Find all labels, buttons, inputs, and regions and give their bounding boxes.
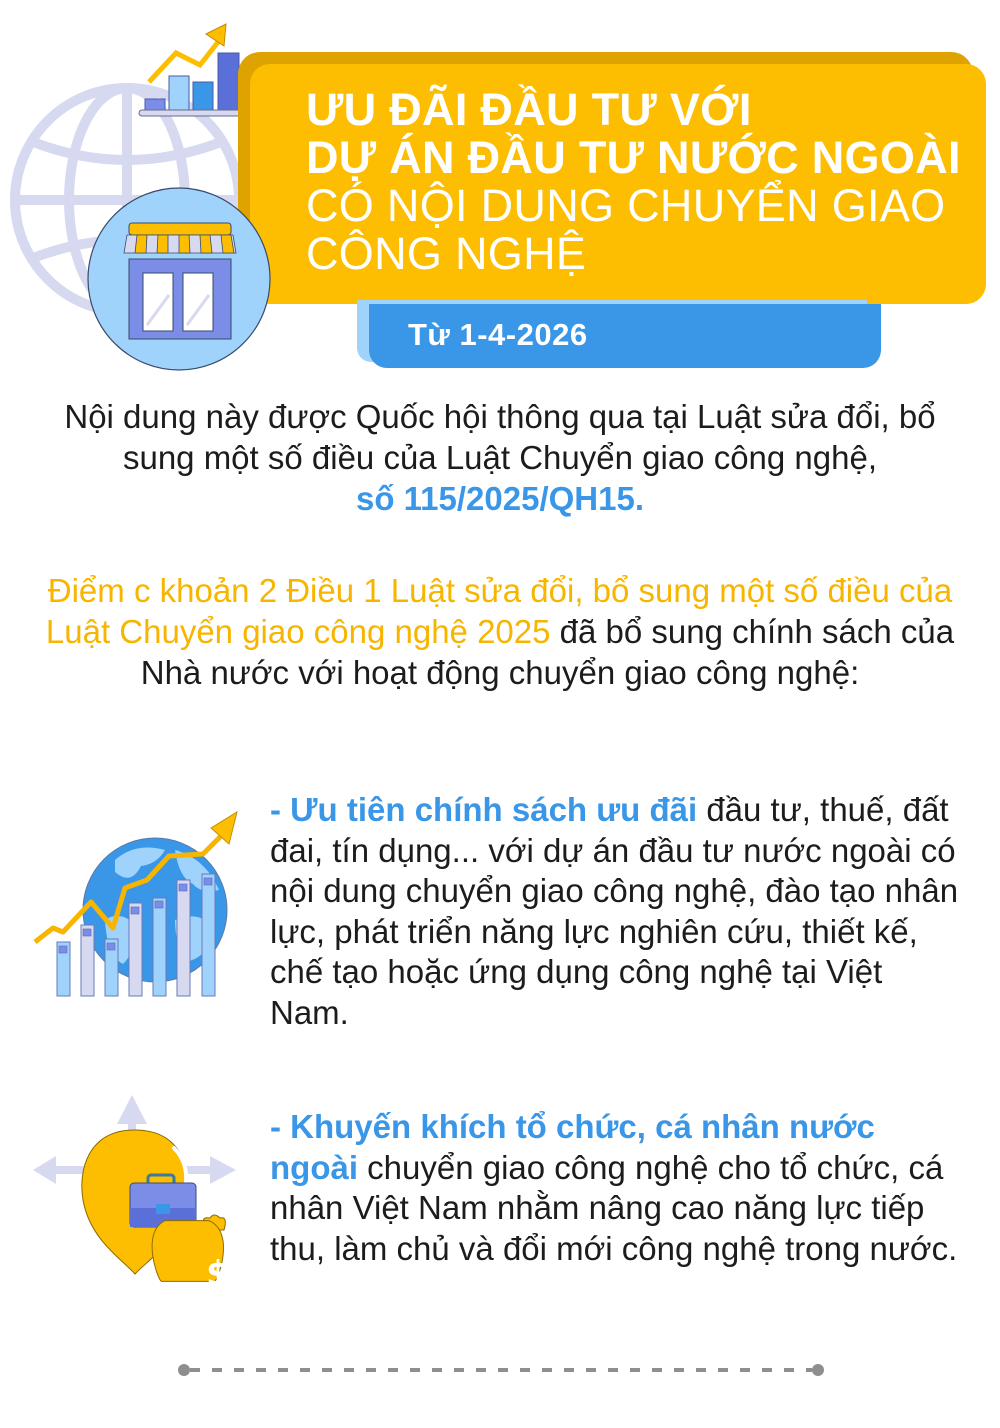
effective-date: Từ 1-4-2026 bbox=[408, 317, 588, 352]
policy-item-2 bbox=[270, 1107, 970, 1269]
title-line-2: DỰ ÁN ĐẦU TƯ NƯỚC NGOÀI bbox=[306, 132, 961, 183]
svg-text:$: $ bbox=[206, 1254, 230, 1294]
law-number: số 115/2025/QH15. bbox=[355, 480, 645, 517]
intro-paragraph bbox=[30, 396, 970, 519]
storefront-icon bbox=[85, 185, 273, 373]
title-line-3: CÓ NỘI DUNG CHUYỂN GIAO bbox=[306, 180, 946, 231]
header bbox=[0, 0, 1000, 380]
page-title bbox=[306, 86, 966, 278]
intro-text: Nội dung này được Quốc hội thông qua tại Luật sửa đổi, bổ sung một số điều của Luật Chuyển giao công nghệ, bbox=[64, 398, 936, 476]
dashed-divider bbox=[176, 1362, 826, 1378]
policy-item-2-text: chuyển giao công nghệ cho tổ chức, cá nhân Việt Nam nhằm nâng cao năng lực tiếp thu, làm chủ và đổi mới công nghệ trong nước. bbox=[270, 1148, 958, 1267]
legal-basis-paragraph bbox=[40, 570, 960, 693]
location-pin-briefcase-money-icon bbox=[28, 1090, 243, 1300]
policy-item-1 bbox=[270, 790, 970, 1033]
policy-item-2-lead: - Khuyến khích tổ chức, cá nhân nước ngoài bbox=[270, 1108, 875, 1186]
title-line-1: ƯU ĐÃI ĐẦU TƯ VỚI bbox=[306, 84, 752, 135]
policy-item-1-lead: - Ưu tiên chính sách ưu đãi bbox=[270, 791, 698, 828]
legal-basis-text: đã bổ sung chính sách của Nhà nước với hoạt động chuyển giao công nghệ: bbox=[140, 613, 955, 691]
policy-item-1-text: đầu tư, thuế, đất đai, tín dụng... với dự án đầu tư nước ngoài có nội dung chuyển giao công nghệ, đào tạo nhân lực, phát triển năng lực nghiên cứu, thiết kế, chế tạo hoặc ứng dụng công nghệ tại Việt Nam. bbox=[270, 791, 959, 1031]
title-line-4: CÔNG NGHỆ bbox=[306, 228, 587, 279]
globe-growth-chart-icon bbox=[25, 800, 250, 1000]
legal-basis-citation: Điểm c khoản 2 Điều 1 Luật sửa đổi, bổ sung một số điều của Luật Chuyển giao công nghệ 2025 bbox=[45, 572, 953, 650]
bar-chart-arrow-icon bbox=[136, 20, 248, 120]
